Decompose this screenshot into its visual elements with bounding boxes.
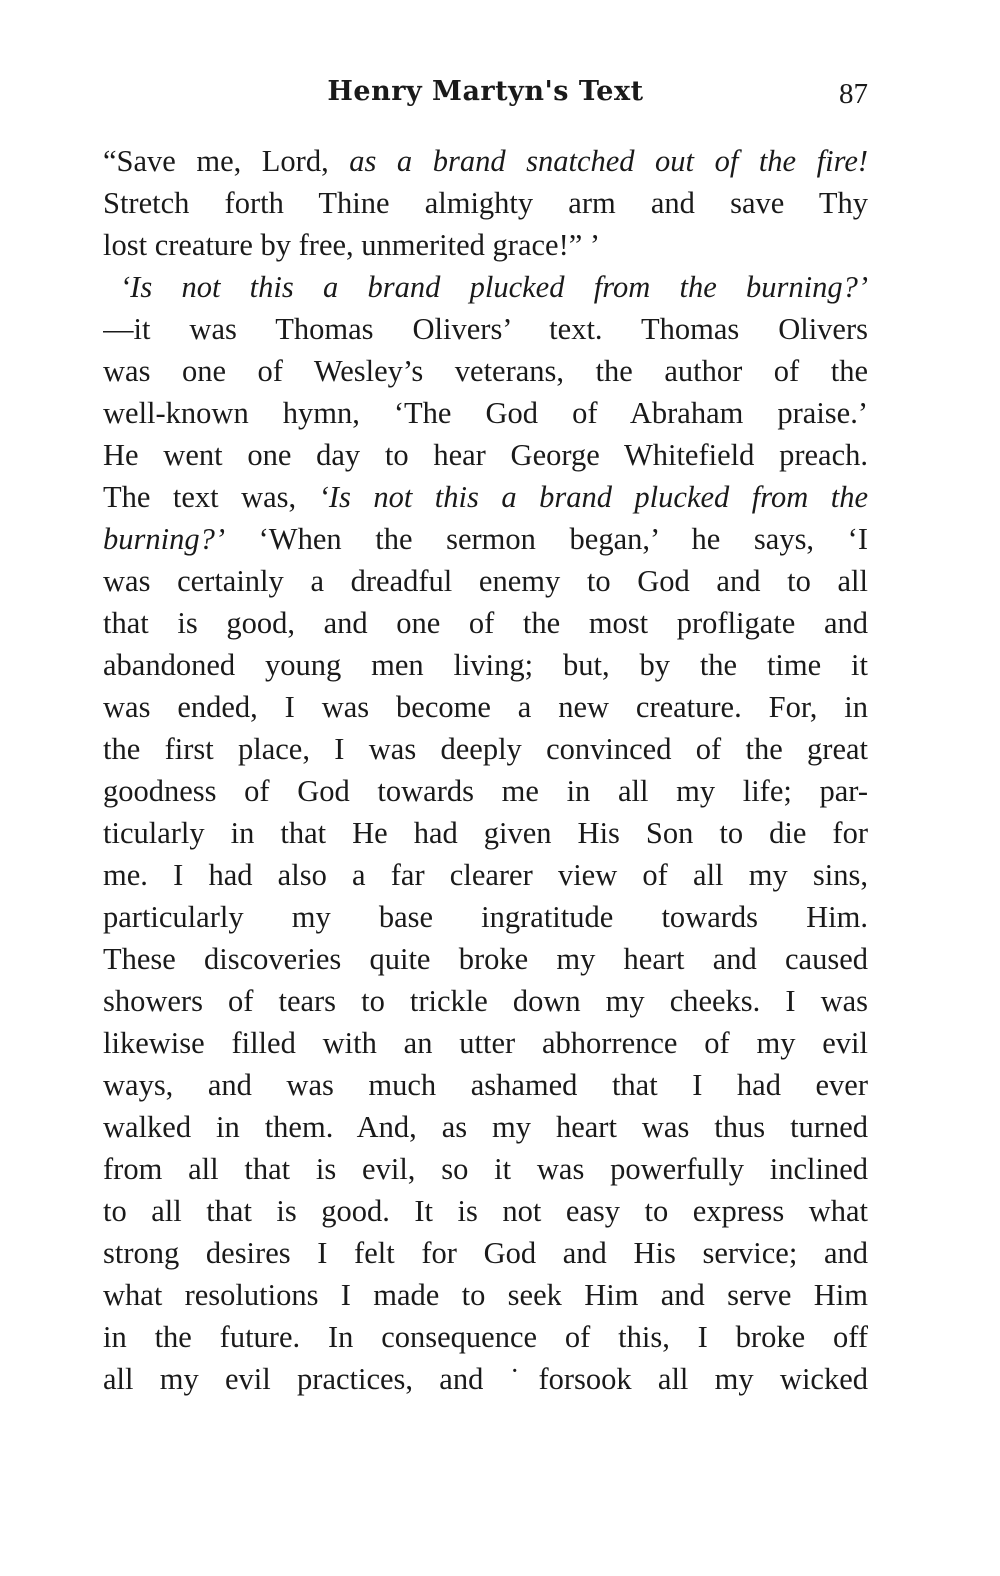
text-line — [103, 518, 868, 560]
text-run: Stretch forth Thine almighty arm and save Thy — [103, 186, 868, 220]
italic-text-run: as a brand snatched out of the fire! — [349, 144, 868, 178]
text-run: all my evil practices, and ˙forsook all my wicked — [103, 1362, 868, 1396]
text-run: walked in them. And, as my heart was thus turned — [103, 1110, 868, 1144]
text-line — [103, 1190, 868, 1232]
text-line — [103, 1106, 868, 1148]
text-run: particularly my base ingratitude towards Him. — [103, 900, 868, 934]
text-line — [103, 476, 868, 518]
text-line — [103, 686, 868, 728]
text-run: likewise filled with an utter abhorrence of my evil — [103, 1026, 868, 1060]
text-line — [103, 938, 868, 980]
text-line — [103, 1316, 868, 1358]
text-run: was ended, I was become a new creature. For, in — [103, 690, 868, 724]
text-line — [103, 1274, 868, 1316]
text-line — [103, 980, 868, 1022]
text-line — [103, 728, 868, 770]
text-line — [103, 350, 868, 392]
text-run: goodness of God towards me in all my life; par- — [103, 774, 868, 808]
text-run: ‘When the sermon began,’ he says, ‘I — [225, 522, 868, 556]
page-number: 87 — [839, 78, 868, 110]
text-line — [103, 1232, 868, 1274]
text-run: lost creature by free, unmerited grace!” ’ — [103, 228, 601, 262]
text-line — [103, 392, 868, 434]
text-run: showers of tears to trickle down my cheeks. I was — [103, 984, 868, 1018]
running-title: Henry Martyn's Text — [327, 76, 644, 107]
text-line — [103, 1022, 868, 1064]
text-run: was certainly a dreadful enemy to God and to all — [103, 564, 868, 598]
text-line — [103, 1148, 868, 1190]
text-run: was one of Wesley’s veterans, the author of the — [103, 354, 868, 388]
text-run: well-known hymn, ‘The God of Abraham praise.’ — [103, 396, 868, 430]
text-run: me. I had also a far clearer view of all my sins, — [103, 858, 868, 892]
text-line — [103, 182, 868, 224]
text-line — [103, 770, 868, 812]
italic-text-run: ‘Is not this a brand plucked from the burning?’ — [120, 270, 868, 304]
text-run: strong desires I felt for God and His service; and — [103, 1236, 868, 1270]
text-run: ways, and was much ashamed that I had ever — [103, 1068, 868, 1102]
italic-text-run: burning?’ — [103, 522, 225, 556]
text-line — [103, 1064, 868, 1106]
text-line — [103, 896, 868, 938]
text-line — [103, 434, 868, 476]
text-line — [103, 812, 868, 854]
text-line — [103, 266, 868, 308]
text-run: The text was, — [103, 480, 319, 514]
page-header — [103, 76, 868, 116]
text-run: “Save me, Lord, — [103, 144, 350, 178]
text-run: —it was Thomas Olivers’ text. Thomas Olivers — [103, 312, 868, 346]
italic-text-run: ‘Is not this a brand plucked from the — [318, 480, 868, 514]
text-line — [103, 560, 868, 602]
text-run: abandoned young men living; but, by the time it — [103, 648, 868, 682]
text-run: These discoveries quite broke my heart and caused — [103, 942, 868, 976]
text-line — [103, 1358, 868, 1400]
text-run: in the future. In consequence of this, I broke off — [103, 1320, 868, 1354]
text-run: to all that is good. It is not easy to express what — [103, 1194, 868, 1228]
text-line — [103, 602, 868, 644]
text-line — [103, 308, 868, 350]
text-run: that is good, and one of the most profligate and — [103, 606, 868, 640]
body-text — [103, 140, 868, 1400]
text-line — [103, 224, 868, 266]
text-line — [103, 854, 868, 896]
text-run: He went one day to hear George Whitefield preach. — [103, 438, 868, 472]
text-run: what resolutions I made to seek Him and serve Him — [103, 1278, 868, 1312]
text-run: ticularly in that He had given His Son to die for — [103, 816, 868, 850]
text-line — [103, 644, 868, 686]
text-run: the first place, I was deeply convinced of the great — [103, 732, 868, 766]
text-run: from all that is evil, so it was powerfully inclined — [103, 1152, 868, 1186]
text-line — [103, 140, 868, 182]
